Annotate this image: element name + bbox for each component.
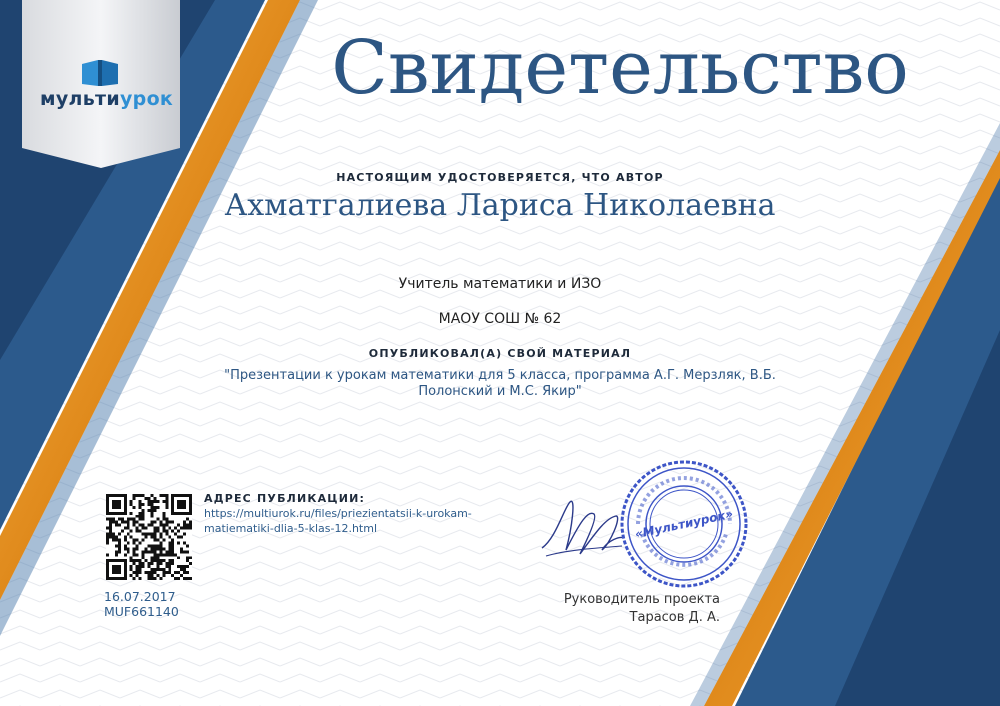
leader-role: Руководитель проекта <box>563 592 720 607</box>
author-name: Ахматгалиева Лариса Николаевна <box>224 188 776 223</box>
publication-date: 16.07.2017 <box>104 589 176 604</box>
author-school: МАОУ СОШ № 62 <box>438 311 562 327</box>
stamp-icon <box>618 458 750 590</box>
leader-name: Тарасов Д. А. <box>629 610 720 625</box>
signature-icon <box>536 488 626 568</box>
certifies-text: НАСТОЯЩИМ УДОСТОВЕРЯЕТСЯ, ЧТО АВТОР <box>336 171 664 184</box>
logo-part-2: урок <box>119 88 174 110</box>
logo-part-1: мульти <box>40 88 120 110</box>
certificate-title: Свидетельство <box>331 25 909 111</box>
qr-code <box>106 494 192 580</box>
publication-url[interactable]: https://multiurok.ru/files/priezientatsii-k-urokam-matiematiki-dlia-5-klas-12.html <box>204 507 472 535</box>
book-icon <box>80 58 120 88</box>
author-role: Учитель математики и ИЗО <box>398 276 602 292</box>
material-title: "Презентации к урокам математики для 5 класса, программа А.Г. Мерзляк, В.Б. Полонский и М.С. Якир" <box>224 368 776 400</box>
publication-code: MUF661140 <box>104 604 179 619</box>
address-label: АДРЕС ПУБЛИКАЦИИ: <box>204 492 366 505</box>
brand-logo <box>40 88 173 110</box>
stamp-center-text: «Мультиурок» <box>633 506 735 542</box>
published-label: ОПУБЛИКОВАЛ(А) СВОЙ МАТЕРИАЛ <box>368 347 632 360</box>
